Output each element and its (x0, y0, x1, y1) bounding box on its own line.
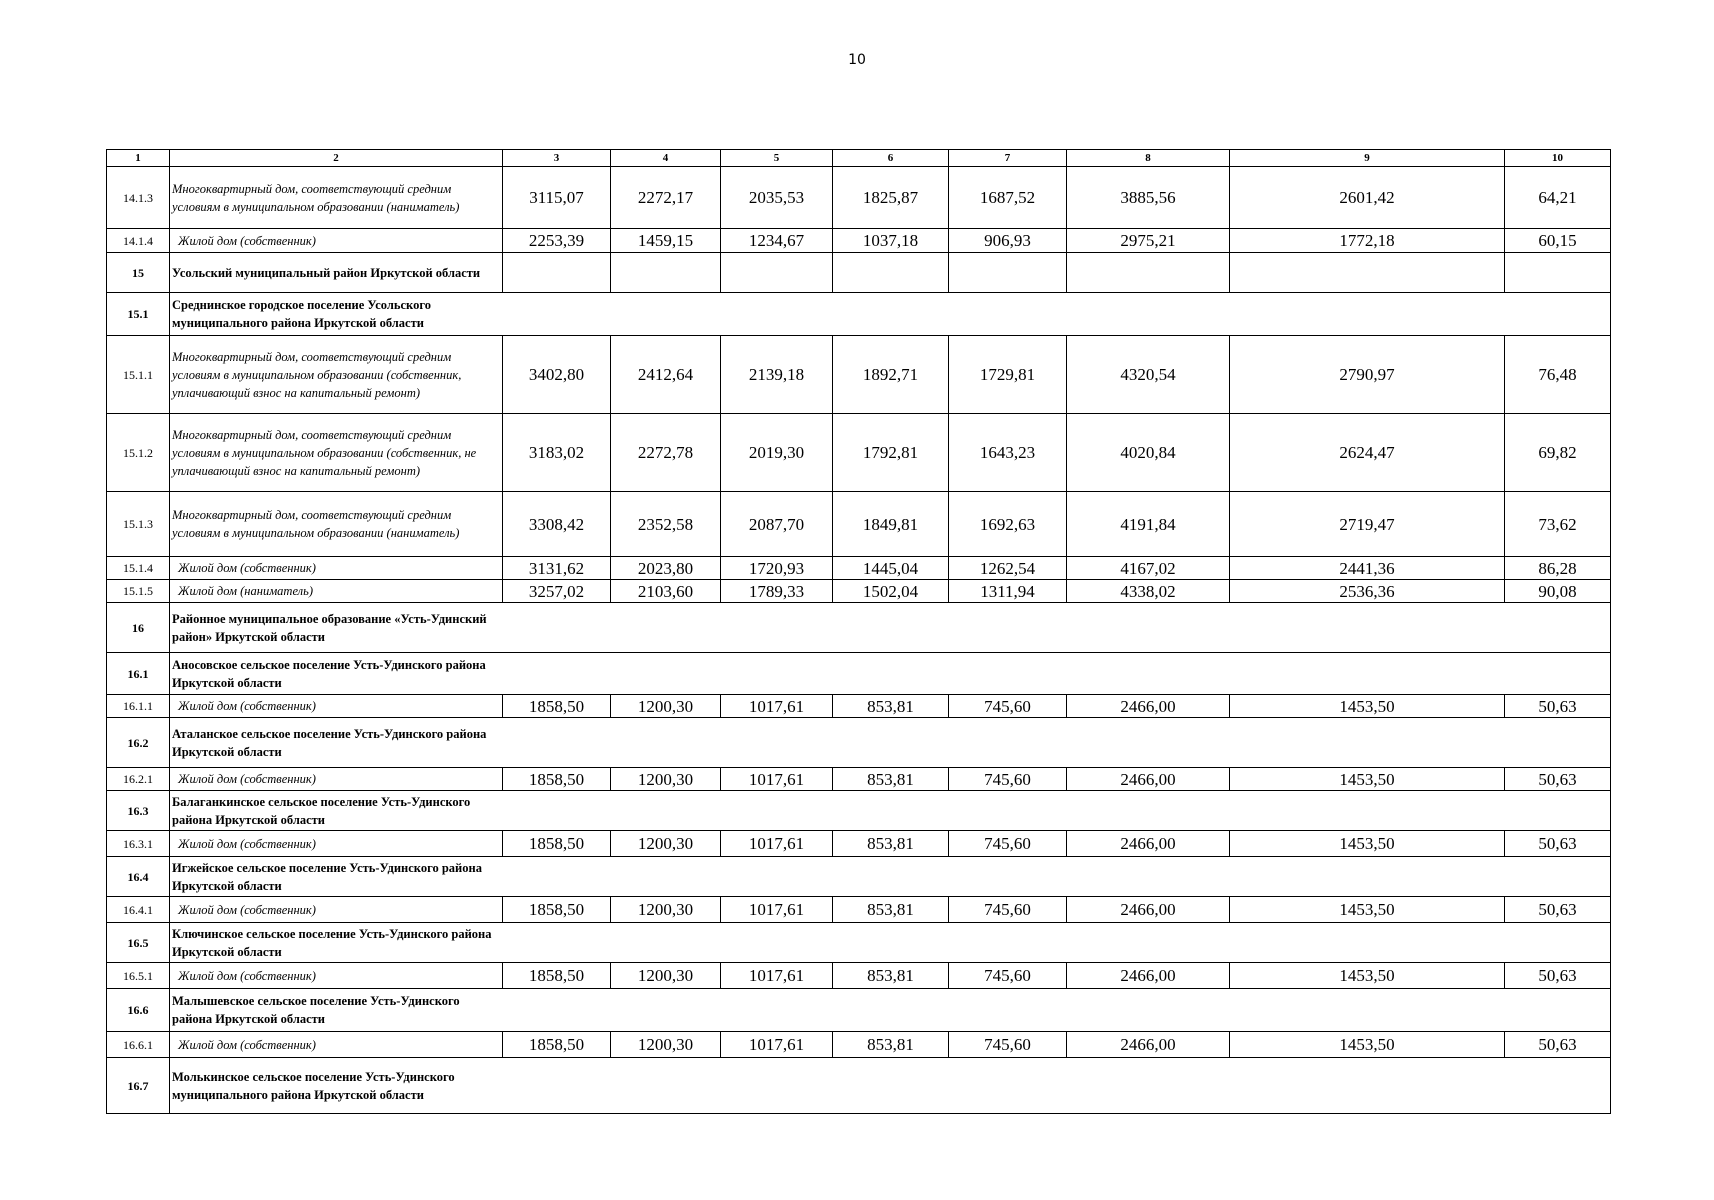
row-value: 2087,70 (721, 492, 833, 557)
row-value: 1720,93 (721, 557, 833, 580)
row-value: 1200,30 (611, 768, 721, 791)
section-row (107, 989, 1611, 1032)
row-code: 16.2.1 (107, 768, 170, 791)
row-value: 745,60 (949, 831, 1067, 857)
table-row (107, 492, 1611, 557)
section-row (107, 293, 1611, 336)
row-value: 50,63 (1505, 1032, 1611, 1058)
empty-cell (833, 253, 949, 293)
section-name-text: Молькинское сельское поселение Усть-Удинского муниципального района Иркутской области (172, 1069, 455, 1102)
row-value: 1453,50 (1230, 897, 1505, 923)
row-value: 2023,80 (611, 557, 721, 580)
row-value: 50,63 (1505, 768, 1611, 791)
section-name-text: Аталанское сельское поселение Усть-Удинского района Иркутской области (172, 726, 487, 759)
section-code: 15.1 (107, 293, 170, 336)
row-name: Жилой дом (собственник) (170, 695, 503, 718)
row-value: 3131,62 (503, 557, 611, 580)
row-value: 4338,02 (1067, 580, 1230, 603)
table-row (107, 1032, 1611, 1058)
row-code: 16.6.1 (107, 1032, 170, 1058)
row-value: 4320,54 (1067, 336, 1230, 414)
row-value: 1453,50 (1230, 1032, 1505, 1058)
column-header: 7 (949, 150, 1067, 167)
row-value: 1311,94 (949, 580, 1067, 603)
row-value: 906,93 (949, 229, 1067, 253)
row-value: 1789,33 (721, 580, 833, 603)
section-name-text: Среднинское городское поселение Усольского муниципального района Иркутской области (172, 298, 431, 330)
row-value: 2466,00 (1067, 1032, 1230, 1058)
table-row (107, 336, 1611, 414)
row-value: 1017,61 (721, 831, 833, 857)
row-value: 2536,36 (1230, 580, 1505, 603)
row-value: 745,60 (949, 1032, 1067, 1058)
row-value: 2139,18 (721, 336, 833, 414)
row-value: 2466,00 (1067, 963, 1230, 989)
row-value: 2790,97 (1230, 336, 1505, 414)
row-value: 1017,61 (721, 963, 833, 989)
section-name (170, 293, 1611, 336)
column-header: 10 (1505, 150, 1611, 167)
empty-cell (1505, 253, 1611, 293)
empty-cell (1230, 253, 1505, 293)
row-value: 2466,00 (1067, 695, 1230, 718)
row-value: 1017,61 (721, 768, 833, 791)
column-header: 2 (170, 150, 503, 167)
row-value: 1858,50 (503, 1032, 611, 1058)
row-value: 2412,64 (611, 336, 721, 414)
row-value: 3402,80 (503, 336, 611, 414)
page-number: 10 (848, 52, 866, 68)
row-value: 2601,42 (1230, 167, 1505, 229)
row-value: 745,60 (949, 963, 1067, 989)
column-header-row (107, 150, 1611, 167)
row-value: 2975,21 (1067, 229, 1230, 253)
section-name-text: Малышевское сельское поселение Усть-Удинского района Иркутской области (172, 994, 460, 1026)
empty-cell (949, 253, 1067, 293)
section-code: 16 (107, 603, 170, 653)
row-value: 50,63 (1505, 897, 1611, 923)
row-value: 1858,50 (503, 695, 611, 718)
empty-cell (1067, 253, 1230, 293)
row-value: 745,60 (949, 768, 1067, 791)
section-row (107, 791, 1611, 831)
row-value: 76,48 (1505, 336, 1611, 414)
column-header: 1 (107, 150, 170, 167)
row-code: 15.1.3 (107, 492, 170, 557)
column-header: 6 (833, 150, 949, 167)
row-value: 1037,18 (833, 229, 949, 253)
row-value: 4167,02 (1067, 557, 1230, 580)
row-value: 2352,58 (611, 492, 721, 557)
row-value: 2466,00 (1067, 897, 1230, 923)
row-value: 745,60 (949, 897, 1067, 923)
row-name: Жилой дом (собственник) (170, 229, 503, 253)
row-value: 2466,00 (1067, 831, 1230, 857)
column-header: 5 (721, 150, 833, 167)
table-row (107, 695, 1611, 718)
row-code: 14.1.4 (107, 229, 170, 253)
row-code: 14.1.3 (107, 167, 170, 229)
section-row (107, 923, 1611, 963)
row-value: 86,28 (1505, 557, 1611, 580)
row-value: 1017,61 (721, 695, 833, 718)
row-value: 853,81 (833, 1032, 949, 1058)
row-value: 853,81 (833, 768, 949, 791)
row-name: Многоквартирный дом, соответствующий средним условиям в муниципальном образовании (собственник, уплачивающий взнос на капитальный ремонт) (170, 336, 503, 414)
row-value: 1453,50 (1230, 695, 1505, 718)
table-row (107, 229, 1611, 253)
section-code: 16.2 (107, 718, 170, 768)
row-value: 1729,81 (949, 336, 1067, 414)
row-value: 1692,63 (949, 492, 1067, 557)
section-name-text: Аносовское сельское поселение Усть-Удинского района Иркутской области (172, 657, 486, 690)
row-name: Многоквартирный дом, соответствующий средним условиям в муниципальном образовании (собственник, не уплачивающий взнос на капитальный ремонт) (170, 414, 503, 492)
row-value: 3115,07 (503, 167, 611, 229)
row-name: Жилой дом (наниматель) (170, 580, 503, 603)
row-value: 1825,87 (833, 167, 949, 229)
section-code: 16.1 (107, 653, 170, 695)
row-value: 1459,15 (611, 229, 721, 253)
column-header: 9 (1230, 150, 1505, 167)
empty-cell (503, 253, 611, 293)
table-row (107, 414, 1611, 492)
section-code: 16.3 (107, 791, 170, 831)
row-value: 50,63 (1505, 963, 1611, 989)
table-row (107, 963, 1611, 989)
section-code: 15 (107, 253, 170, 293)
row-value: 50,63 (1505, 695, 1611, 718)
section-code: 16.7 (107, 1058, 170, 1114)
row-value: 1200,30 (611, 695, 721, 718)
row-value: 3257,02 (503, 580, 611, 603)
row-code: 16.5.1 (107, 963, 170, 989)
row-value: 1262,54 (949, 557, 1067, 580)
row-value: 1858,50 (503, 768, 611, 791)
row-value: 3885,56 (1067, 167, 1230, 229)
row-value: 1200,30 (611, 897, 721, 923)
row-value: 2103,60 (611, 580, 721, 603)
row-value: 1858,50 (503, 963, 611, 989)
row-code: 16.3.1 (107, 831, 170, 857)
section-name-text: Районное муниципальное образование «Усть-Удинский район» Иркутской области (172, 611, 487, 644)
column-header: 4 (611, 150, 721, 167)
row-name: Жилой дом (собственник) (170, 557, 503, 580)
row-value: 2441,36 (1230, 557, 1505, 580)
section-name-text: Ключинское сельское поселение Усть-Удинского района Иркутской области (172, 926, 492, 959)
section-code: 16.4 (107, 857, 170, 897)
row-value: 73,62 (1505, 492, 1611, 557)
row-code: 15.1.5 (107, 580, 170, 603)
row-code: 16.4.1 (107, 897, 170, 923)
row-value: 1792,81 (833, 414, 949, 492)
row-value: 1017,61 (721, 1032, 833, 1058)
section-name (170, 1058, 1611, 1114)
row-value: 64,21 (1505, 167, 1611, 229)
row-value: 4020,84 (1067, 414, 1230, 492)
row-value: 1687,52 (949, 167, 1067, 229)
section-row (107, 1058, 1611, 1114)
row-value: 1017,61 (721, 897, 833, 923)
row-value: 1200,30 (611, 831, 721, 857)
row-value: 2624,47 (1230, 414, 1505, 492)
section-name-text: Игжейское сельское поселение Усть-Удинского района Иркутской области (172, 860, 482, 893)
section-name (170, 718, 1611, 768)
row-value: 1453,50 (1230, 963, 1505, 989)
row-value: 69,82 (1505, 414, 1611, 492)
row-name: Многоквартирный дом, соответствующий средним условиям в муниципальном образовании (наниматель) (170, 492, 503, 557)
row-value: 853,81 (833, 695, 949, 718)
table-row (107, 557, 1611, 580)
row-value: 1234,67 (721, 229, 833, 253)
section-code: 16.6 (107, 989, 170, 1032)
row-value: 1200,30 (611, 963, 721, 989)
section-name (170, 857, 1611, 897)
section-code: 16.5 (107, 923, 170, 963)
row-name: Жилой дом (собственник) (170, 768, 503, 791)
table-body (107, 150, 1611, 1114)
row-value: 2719,47 (1230, 492, 1505, 557)
row-value: 1858,50 (503, 831, 611, 857)
section-name (170, 989, 1611, 1032)
tariff-table (106, 149, 1611, 1114)
row-value: 1453,50 (1230, 831, 1505, 857)
table-row (107, 580, 1611, 603)
row-value: 3308,42 (503, 492, 611, 557)
section-row (107, 718, 1611, 768)
column-header: 8 (1067, 150, 1230, 167)
row-value: 1200,30 (611, 1032, 721, 1058)
row-value: 2272,78 (611, 414, 721, 492)
column-header: 3 (503, 150, 611, 167)
row-name: Жилой дом (собственник) (170, 831, 503, 857)
table-row (107, 831, 1611, 857)
row-value: 2019,30 (721, 414, 833, 492)
section-row (107, 653, 1611, 695)
row-name: Жилой дом (собственник) (170, 1032, 503, 1058)
row-value: 1502,04 (833, 580, 949, 603)
section-row (107, 603, 1611, 653)
section-name (170, 923, 1611, 963)
row-value: 1445,04 (833, 557, 949, 580)
table-row (107, 167, 1611, 229)
row-value: 4191,84 (1067, 492, 1230, 557)
section-name (170, 603, 1611, 653)
row-value: 2272,17 (611, 167, 721, 229)
row-value: 2466,00 (1067, 768, 1230, 791)
section-row (107, 253, 1611, 293)
row-value: 1453,50 (1230, 768, 1505, 791)
row-value: 60,15 (1505, 229, 1611, 253)
section-row (107, 857, 1611, 897)
section-name (170, 791, 1611, 831)
row-name: Многоквартирный дом, соответствующий средним условиям в муниципальном образовании (наниматель) (170, 167, 503, 229)
empty-cell (611, 253, 721, 293)
row-name: Жилой дом (собственник) (170, 897, 503, 923)
row-value: 853,81 (833, 963, 949, 989)
row-value: 1643,23 (949, 414, 1067, 492)
row-value: 2035,53 (721, 167, 833, 229)
section-name-text: Балаганкинское сельское поселение Усть-Удинского района Иркутской области (172, 794, 471, 827)
row-value: 1892,71 (833, 336, 949, 414)
section-name: Усольский муниципальный район Иркутской области (170, 253, 503, 293)
row-value: 853,81 (833, 831, 949, 857)
table-row (107, 897, 1611, 923)
row-value: 745,60 (949, 695, 1067, 718)
row-value: 1858,50 (503, 897, 611, 923)
row-value: 853,81 (833, 897, 949, 923)
row-value: 90,08 (1505, 580, 1611, 603)
row-name: Жилой дом (собственник) (170, 963, 503, 989)
empty-cell (721, 253, 833, 293)
section-name (170, 653, 1611, 695)
row-code: 15.1.4 (107, 557, 170, 580)
row-code: 15.1.2 (107, 414, 170, 492)
row-code: 16.1.1 (107, 695, 170, 718)
table-row (107, 768, 1611, 791)
row-value: 2253,39 (503, 229, 611, 253)
row-code: 15.1.1 (107, 336, 170, 414)
row-value: 3183,02 (503, 414, 611, 492)
row-value: 1849,81 (833, 492, 949, 557)
row-value: 1772,18 (1230, 229, 1505, 253)
row-value: 50,63 (1505, 831, 1611, 857)
